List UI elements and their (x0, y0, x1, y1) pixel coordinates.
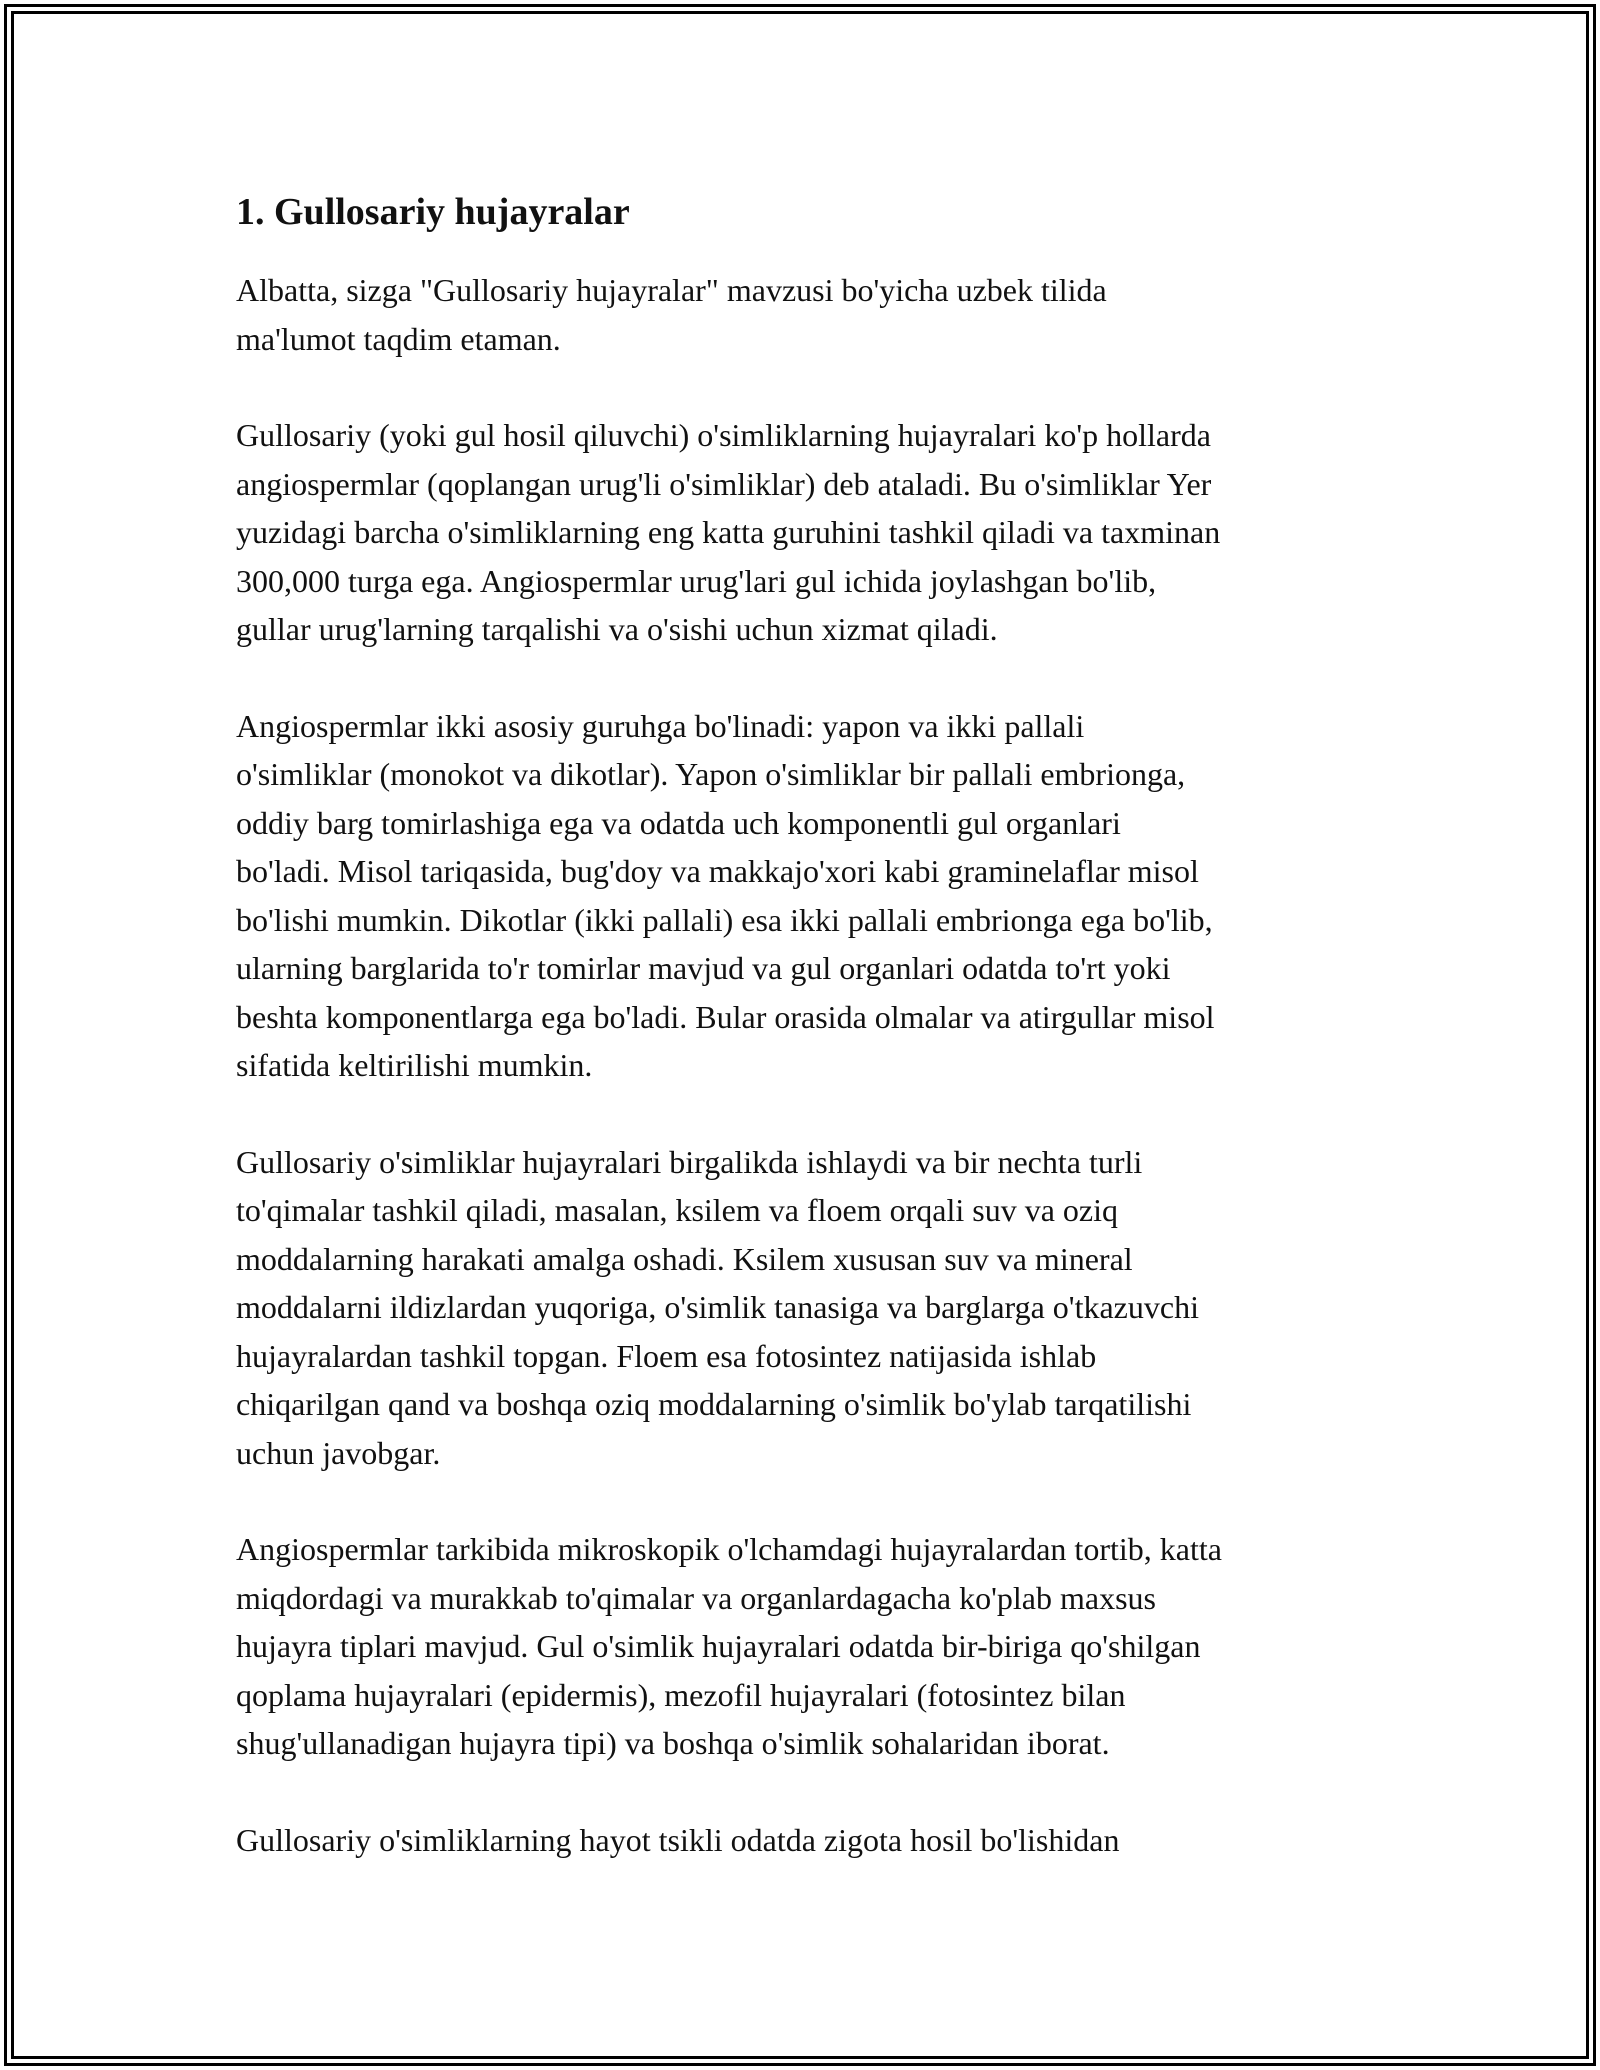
paragraph-groups: Angiospermlar ikki asosiy guruhga bo'linadi: yapon va ikki pallali o'simliklar (monokot va dikotlar). Yapon o'simliklar bir pallali embrionga, oddiy barg tomirlashiga ega va odatda uch komponentli gul organlari bo'ladi. Misol tariqasida, bug'doy va makkajo'xori kabi graminelaflar misol bo'lishi mumkin. Dikotlar (ikki pallali) esa ikki pallali embrionga ega bo'lib, ularning barglarida to'r tomirlar mavjud va gul organlari odatda to'rt yoki beshta komponentlarga ega bo'ladi. Bular orasida olmalar va atirgullar misol sifatida keltirilishi mumkin. (236, 707, 1215, 1083)
paragraph-intro: Albatta, sizga "Gullosariy hujayralar" mavzusi bo'yicha uzbek tilida ma'lumot taqdim etaman. (236, 272, 1107, 357)
document-body (236, 186, 1386, 1912)
paragraph-life-cycle: Gullosariy o'simliklarning hayot tsikli odatda zigota hosil bo'lishidan (236, 1821, 1120, 1858)
section-title: 1. Gullosariy hujayralar (236, 191, 630, 233)
paragraph-cell-types: Angiospermlar tarkibida mikroskopik o'lchamdagi hujayralardan tortib, katta miqdordagi va murakkab to'qimalar va organlardagacha ko'plab maxsus hujayra tiplari mavjud. Gul o'simlik hujayralari odatda bir-biriga qo'shilgan qoplama hujayralari (epidermis), mezofil hujayralari (fotosintez bilan shug'ullanadigan hujayra tipi) va boshqa o'simlik sohalaridan iborat. (236, 1531, 1222, 1761)
paragraph-tissues: Gullosariy o'simliklar hujayralari birgalikda ishlaydi va bir nechta turli to'qimalar tashkil qiladi, masalan, ksilem va floem orqali suv va oziq moddalarning harakati amalga oshadi. Ksilem xususan suv va mineral moddalarni ildizlardan yuqoriga, o'simlik tanasiga va barglarga o'tkazuvchi hujayralardan tashkil topgan. Floem esa fotosintez natijasida ishlab chiqarilgan qand va boshqa oziq moddalarning o'simlik bo'ylab tarqatilishi uchun javobgar. (236, 1143, 1199, 1471)
paragraph-angiosperms: Gullosariy (yoki gul hosil qiluvchi) o'simliklarning hujayralari ko'p hollarda angiospermlar (qoplangan urug'li o'simliklar) deb ataladi. Bu o'simliklar Yer yuzidagi barcha o'simliklarning eng katta guruhini tashkil qiladi va taxminan 300,000 turga ega. Angiospermlar urug'lari gul ichida joylashgan bo'lib, gullar urug'larning tarqalishi va o'sishi uchun xizmat qiladi. (236, 417, 1221, 647)
